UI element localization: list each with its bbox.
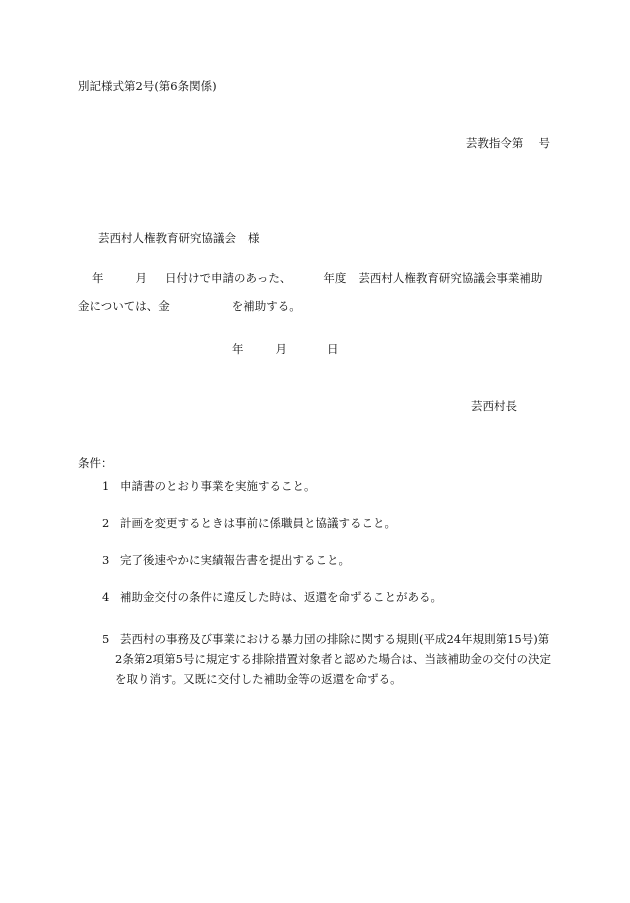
condition-item bbox=[102, 481, 316, 493]
body-subject: 芸西村人権教育研究協議会事業補助 bbox=[358, 271, 543, 285]
condition-text: 申請書のとおり事業を実施すること。 bbox=[120, 479, 316, 493]
issue-date bbox=[232, 344, 339, 356]
condition-text: 完了後速やかに実績報告書を提出すること。 bbox=[120, 553, 350, 567]
date-day-label: 日 bbox=[327, 342, 339, 356]
body-amount-prefix: 金については、金 bbox=[78, 299, 170, 313]
condition-text: 補助金交付の条件に違反した時は、返還を命ずることがある。 bbox=[120, 590, 442, 604]
addressee bbox=[98, 233, 260, 245]
condition-number: 2 bbox=[102, 516, 110, 530]
document-number: 芸教指令第 号 bbox=[465, 136, 550, 150]
condition-text-line-3: を取り消す。又既に交付した補助金等の返還を命ずる。 bbox=[115, 672, 402, 686]
condition-number: 4 bbox=[102, 590, 110, 604]
condition-text: 計画を変更するときは事前に係職員と協議すること。 bbox=[120, 516, 396, 530]
condition-text-line-1: 芸西村の事務及び事業における暴力団の排除に関する規則(平成24年規則第15号)第 bbox=[120, 632, 550, 646]
condition-item bbox=[102, 592, 442, 604]
date-year-label: 年 bbox=[232, 342, 244, 356]
condition-text-line-2: 2条第2項第5号に規定する排除措置対象者と認めた場合は、当該補助金の交付の決定 bbox=[115, 652, 551, 666]
condition-number: 3 bbox=[102, 553, 110, 567]
issuer: 芸西村長 bbox=[471, 399, 517, 413]
body-fiscal-year-label: 年度 bbox=[323, 271, 347, 285]
body-line-1 bbox=[92, 273, 542, 285]
body-date-text: 日付けで申請のあった、 bbox=[165, 271, 292, 285]
condition-number: 1 bbox=[102, 479, 110, 493]
body-year-label: 年 bbox=[92, 271, 104, 285]
body-line-2 bbox=[78, 301, 301, 313]
condition-item bbox=[102, 629, 558, 689]
condition-number: 5 bbox=[102, 632, 110, 646]
date-month-label: 月 bbox=[275, 342, 287, 356]
condition-item bbox=[102, 555, 350, 567]
body-month-label: 月 bbox=[135, 271, 147, 285]
condition-item bbox=[102, 518, 396, 530]
body-amount-suffix: を補助する。 bbox=[231, 299, 301, 313]
addressee-name: 芸西村人権教育研究協議会 bbox=[98, 231, 236, 245]
form-label: 別記様式第2号(第6条関係) bbox=[78, 79, 217, 93]
addressee-honorific: 様 bbox=[248, 231, 260, 245]
conditions-heading: 条件： bbox=[78, 456, 113, 470]
